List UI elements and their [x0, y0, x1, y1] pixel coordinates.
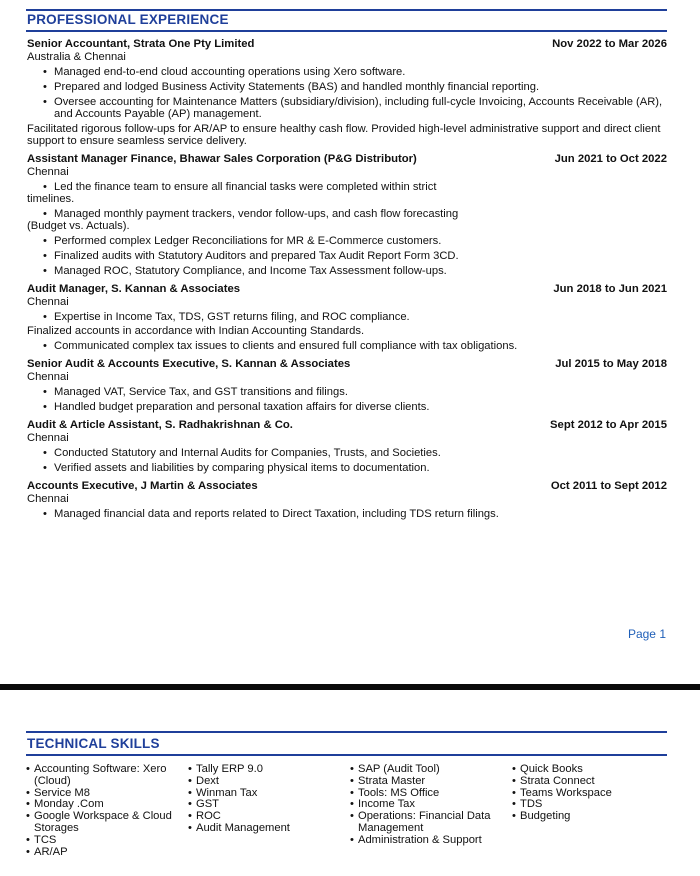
job-bullet: • Handled budget preparation and personal taxation affairs for diverse clients.: [27, 401, 667, 413]
job-header: [27, 153, 667, 166]
job-paragraph: Facilitated rigorous follow-ups for AR/AP to ensure healthy cash flow. Provided high-level administrative support and direct client support to ensure seamless service delivery.: [27, 123, 661, 147]
job-bullets: [27, 340, 667, 352]
job-location: Chennai: [27, 493, 69, 505]
job-location: Australia & Chennai: [27, 51, 126, 63]
skill-item: • Winman Tax: [188, 788, 350, 800]
job-bullet: • Communicated complex tax issues to clients and ensured full compliance with tax obligations.: [27, 340, 667, 352]
job-bullet: • Prepared and lodged Business Activity Statements (BAS) and handled monthly financial reporting.: [27, 81, 667, 93]
skill-item: • ROC: [188, 811, 350, 823]
section-top-rule: [26, 9, 667, 11]
skill-item: • Administration & Support: [350, 835, 512, 847]
job-dates: Sept 2012 to Apr 2015: [550, 419, 667, 431]
skills-grid: [26, 764, 666, 858]
job-bullet: • Managed financial data and reports related to Direct Taxation, including TDS return filings.: [27, 508, 502, 520]
experience-list: [27, 38, 667, 526]
section-top-rule: [26, 731, 667, 733]
skills-section-title: TECHNICAL SKILLS: [27, 736, 160, 751]
job-bullet: • Finalized audits with Statutory Auditors and prepared Tax Audit Report Form 3CD.: [27, 250, 667, 262]
skill-item: • Google Workspace & Cloud Storages: [26, 811, 188, 835]
experience-section-title: PROFESSIONAL EXPERIENCE: [27, 12, 229, 27]
skill-item: • Accounting Software: Xero (Cloud): [26, 764, 188, 788]
job-bullets: [27, 311, 667, 323]
job-bullets: [27, 181, 667, 277]
skill-item: • Operations: Financial Data Management: [350, 811, 512, 835]
job-entry: [27, 38, 667, 147]
skills-column: [512, 764, 666, 858]
job-header: [27, 358, 667, 371]
job-entry: [27, 419, 667, 474]
job-location: Chennai: [27, 166, 69, 178]
job-title: Assistant Manager Finance, Bhawar Sales Corporation (P&G Distributor): [27, 153, 417, 165]
skill-item: • Teams Workspace: [512, 788, 666, 800]
job-dates: Jun 2018 to Jun 2021: [553, 283, 667, 295]
job-location: Chennai: [27, 371, 69, 383]
skills-column: [350, 764, 512, 858]
skill-item: • Audit Management: [188, 823, 350, 835]
skills-column: [26, 764, 188, 858]
job-bullets: [27, 508, 667, 520]
job-title: Senior Accountant, Strata One Pty Limited: [27, 38, 255, 50]
job-header: [27, 419, 667, 432]
job-entry: [27, 153, 667, 277]
job-title: Senior Audit & Accounts Executive, S. Kannan & Associates: [27, 358, 351, 370]
job-bullet: • Oversee accounting for Maintenance Matters (subsidiary/division), including full-cycle Invoicing, Accounts Receivable (AR), and Accounts Payable (AP) management.: [27, 96, 667, 120]
job-bullet: • Led the finance team to ensure all financial tasks were completed within strict timelines.: [27, 181, 472, 205]
job-bullet: • Managed ROC, Statutory Compliance, and Income Tax Assessment follow-ups.: [27, 265, 667, 277]
job-dates: Oct 2011 to Sept 2012: [550, 480, 667, 492]
job-bullet: • Expertise in Income Tax, TDS, GST returns filing, and ROC compliance.: [27, 311, 667, 323]
job-bullets: [27, 447, 667, 474]
resume-page-2: [0, 690, 700, 876]
job-bullet: • Verified assets and liabilities by comparing physical items to documentation.: [27, 462, 667, 474]
skill-item: • Strata Connect: [512, 776, 666, 788]
job-title: Audit Manager, S. Kannan & Associates: [27, 283, 241, 295]
skills-column: [188, 764, 350, 858]
section-bottom-rule: [26, 30, 667, 32]
job-title: Audit & Article Assistant, S. Radhakrishnan & Co.: [27, 419, 293, 431]
skill-item: • TCS: [26, 835, 188, 847]
job-bullets: [27, 386, 667, 413]
job-bullet: • Conducted Statutory and Internal Audits for Companies, Trusts, and Societies.: [27, 447, 667, 459]
job-bullet: • Performed complex Ledger Reconciliations for MR & E-Commerce customers.: [27, 235, 667, 247]
job-dates: Jul 2015 to May 2018: [555, 358, 667, 370]
job-bullet: • Managed monthly payment trackers, vendor follow-ups, and cash flow forecasting (Budget vs. Actuals).: [27, 208, 497, 232]
skill-item: • Monday .Com: [26, 799, 188, 811]
job-location: Chennai: [27, 432, 69, 444]
job-entry: [27, 283, 667, 352]
job-bullet: • Managed VAT, Service Tax, and GST transitions and filings.: [27, 386, 667, 398]
skill-item: • GST: [188, 799, 350, 811]
skill-item: • Tally ERP 9.0: [188, 764, 350, 776]
job-paragraph: Finalized accounts in accordance with Indian Accounting Standards.: [27, 325, 365, 337]
job-header: [27, 480, 667, 493]
job-bullets: [27, 66, 667, 120]
job-header: [27, 38, 667, 51]
job-entry: [27, 480, 667, 520]
job-dates: Nov 2022 to Mar 2026: [552, 38, 667, 50]
skill-item: • Tools: MS Office: [350, 788, 512, 800]
job-bullet: • Managed end-to-end cloud accounting operations using Xero software.: [27, 66, 667, 78]
skill-item: • TDS: [512, 799, 666, 811]
job-entry: [27, 358, 667, 413]
job-header: [27, 283, 667, 296]
skill-item: • Budgeting: [512, 811, 666, 823]
skill-item: • Service M8: [26, 788, 188, 800]
job-title: Accounts Executive, J Martin & Associates: [27, 480, 258, 492]
section-bottom-rule: [26, 754, 667, 756]
skill-item: • Dext: [188, 776, 350, 788]
skill-item: • Income Tax: [350, 799, 512, 811]
skill-item: • SAP (Audit Tool): [350, 764, 512, 776]
skill-item: • Strata Master: [350, 776, 512, 788]
skill-item: • AR/AP: [26, 847, 188, 859]
job-location: Chennai: [27, 296, 69, 308]
job-dates: Jun 2021 to Oct 2022: [554, 153, 667, 165]
skill-item: • Quick Books: [512, 764, 666, 776]
page-number: Page 1: [627, 627, 666, 641]
